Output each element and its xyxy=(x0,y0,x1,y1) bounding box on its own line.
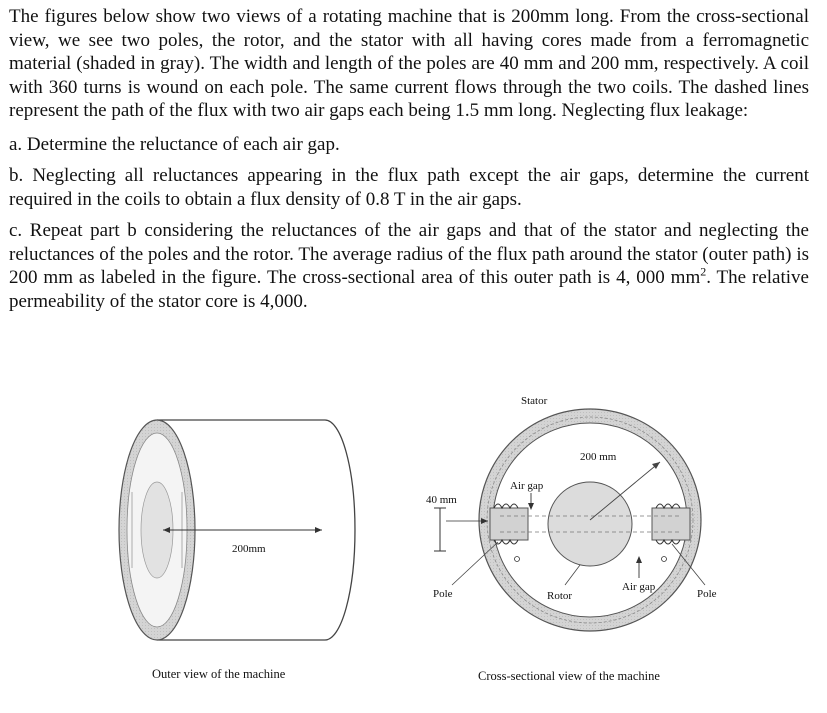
air-gap-top-label: Air gap xyxy=(510,480,544,492)
cross-section-caption: Cross-sectional view of the machine xyxy=(478,669,660,683)
pole-right xyxy=(652,508,690,540)
pole-left xyxy=(490,508,528,540)
air-gap-bottom-label: Air gap xyxy=(622,581,656,593)
outer-view-caption: Outer view of the machine xyxy=(152,667,286,681)
radius-label: 200 mm xyxy=(580,451,617,463)
problem-intro: The figures below show two views of a rotating machine that is 200mm long. From the cross-sectional view, we see two poles, the rotor, and the stator with all having cores made from a ferromagnetic material (shaded in gray). The width and length of the poles are 40 mm and 200 mm, respectively. A coil with 360 turns is wound on each pole. The same current flows through the two coils. The dashed lines represent the path of the flux with two air gaps each being 1.5 mm long. Neglecting flux leakage: xyxy=(9,6,809,121)
part-c-end: . The relative permeability of the stator core is 4,000. xyxy=(9,267,809,312)
part-a: a. Determine the reluctance of each air gap. xyxy=(9,133,340,155)
part-c-exponent: 2 xyxy=(700,264,707,279)
pole-left-label: Pole xyxy=(433,588,453,600)
rotor xyxy=(548,482,632,566)
width-label: 40 mm xyxy=(426,494,457,506)
rotor-label: Rotor xyxy=(547,590,573,602)
cross-section-figure xyxy=(426,395,717,683)
pole-right-label: Pole xyxy=(697,588,717,600)
part-b: b. Neglecting all reluctances appearing in the flux path except the air gaps, determine the current required in the coils to obtain a flux density of 0.8 T in the air gaps. xyxy=(9,165,809,210)
stator-label: Stator xyxy=(521,395,548,407)
part-c-main: c. Repeat part b considering the reluctances of the air gaps and that of the stator and neglecting the reluctances of the poles and the rotor. The average radius of the flux path around the stator (outer path) is 200 mm as labeled in the figure. The cross-sectional area of this outer path is 4, 000 mm xyxy=(9,220,809,288)
length-label: 200mm xyxy=(232,543,266,555)
outer-view-figure xyxy=(119,420,355,681)
